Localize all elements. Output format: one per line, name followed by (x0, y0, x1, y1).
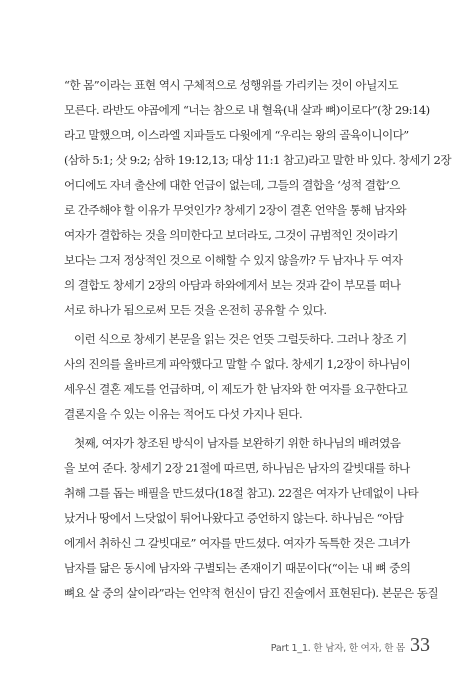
text-line: “한 몸”이라는 표현 역시 구체적으로 성행위를 가리키는 것이 아닐지도 (64, 78, 399, 92)
page-footer (271, 634, 430, 657)
text-line: 의 결합도 창세기 2장의 아담과 하와에게서 보는 것과 같이 부모를 떠나 (64, 278, 401, 292)
text-line: 이런 식으로 창세기 본문을 읽는 것은 언뜻 그럴듯하다. 그러나 창조 기 (74, 332, 407, 346)
text-line: 첫째, 여자가 창조된 방식이 남자를 보완하기 위한 하나님의 배려였음 (74, 436, 401, 450)
text-line: 보다는 그저 정상적인 것으로 이해할 수 있지 않을까? 두 남자나 두 여자 (64, 253, 403, 267)
text-line: 어디에도 자녀 출산에 대한 언급이 없는데, 그들의 결합을 ‘성적 결합’으 (64, 178, 400, 192)
text-line: (삼하 5:1; 삿 9:2; 삼하 19:12,13; 대상 11:1 참고)라고 말한 바 있다. 창세기 2장 (64, 153, 452, 167)
paragraph-2 (64, 327, 430, 427)
text-line: 을 보여 준다. 창세기 2장 21절에 따르면, 하나님은 남자의 갈빗대를 하나 (64, 461, 410, 475)
paragraph-1 (64, 73, 452, 323)
text-line: 라고 말했으며, 이스라엘 지파들도 다윗에게 “우리는 왕의 골육이니이다” (64, 128, 409, 142)
paragraph-3 (64, 431, 438, 606)
text-line: 에게서 취하신 그 갈빗대로” 여자를 만드셨다. 여자가 독특한 것은 그녀가 (64, 536, 410, 550)
text-line: 세우신 결혼 제도를 언급하며, 이 제도가 한 남자와 한 여자를 요구한다고 (64, 382, 408, 396)
running-title: Part 1_1. 한 남자, 한 여자, 한 몸 (270, 643, 405, 654)
text-line: 취해 그를 돕는 배필을 만드셨다(18절 참고). 22절은 여자가 난데없이 나타 (64, 486, 419, 500)
text-line: 서로 하나가 됨으로써 모든 것을 온전히 공유할 수 있다. (64, 303, 327, 317)
text-line: 모른다. 라반도 야곱에게 “너는 참으로 내 혈육(내 살과 뼈)이로다”(창 29:14) (64, 103, 430, 117)
text-line: 났거나 땅에서 느닷없이 튀어나왔다고 증언하지 않는다. 하나님은 “아담 (64, 511, 404, 525)
text-line: 뼈요 살 중의 살이라”라는 언약적 헌신이 담긴 진술에서 표현된다). 본문은 동질 (64, 586, 438, 600)
body-text (64, 73, 452, 606)
page-number: 33 (410, 634, 430, 656)
text-line: 로 간주해야 할 이유가 무엇인가? 창세기 2장이 결혼 언약을 통해 남자와 (64, 203, 407, 217)
text-line: 남자를 닮은 동시에 남자와 구별되는 존재이기 때문이다(“이는 내 뼈 중의 (64, 561, 411, 575)
text-line: 여자가 결합하는 것을 의미한다고 보더라도, 그것이 규범적인 것이라기 (64, 228, 398, 242)
text-line: 사의 진의를 올바르게 파악했다고 말할 수 없다. 창세기 1,2장이 하나님이 (64, 357, 411, 371)
text-line: 결론지을 수 있는 이유는 적어도 다섯 가지나 된다. (64, 407, 303, 421)
